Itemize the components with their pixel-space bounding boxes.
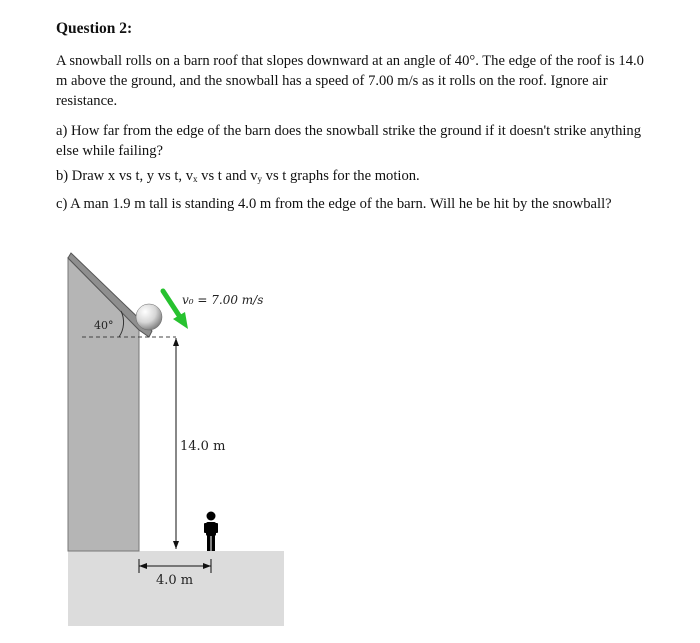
barn-wall bbox=[68, 258, 139, 551]
velocity-label: v₀ = 7.00 m/s bbox=[182, 293, 264, 307]
angle-label: 40° bbox=[94, 319, 114, 332]
height-arrow-bottom bbox=[173, 541, 179, 549]
question-intro: A snowball rolls on a barn roof that slopes downward at an angle of 40°. The edge of the roof is 14.0 m above the ground, and the snowball has a speed of 7.00 m/s as it rolls on the roof. Ignore air resistance. bbox=[56, 53, 644, 109]
height-label: 14.0 m bbox=[180, 439, 226, 454]
height-arrow-top bbox=[173, 338, 179, 346]
distance-label: 4.0 m bbox=[156, 573, 194, 588]
part-a-text: a) How far from the edge of the barn does the snowball strike the ground if it doesn't strike anything else while failing? bbox=[56, 123, 642, 159]
person-icon bbox=[204, 512, 218, 552]
velocity-arrow-shaft bbox=[163, 291, 180, 317]
part-c-text: c) A man 1.9 m tall is standing 4.0 m from the edge of the barn. Will he be hit by the snowball? bbox=[56, 196, 612, 212]
question-title: Question 2: bbox=[56, 20, 133, 37]
part-b-text: b) Draw x vs t, y vs t, $v_x$ vs t and $v_y$ vs t graphs for the motion. bbox=[56, 168, 420, 184]
ground bbox=[68, 551, 284, 626]
snowball bbox=[136, 304, 162, 330]
